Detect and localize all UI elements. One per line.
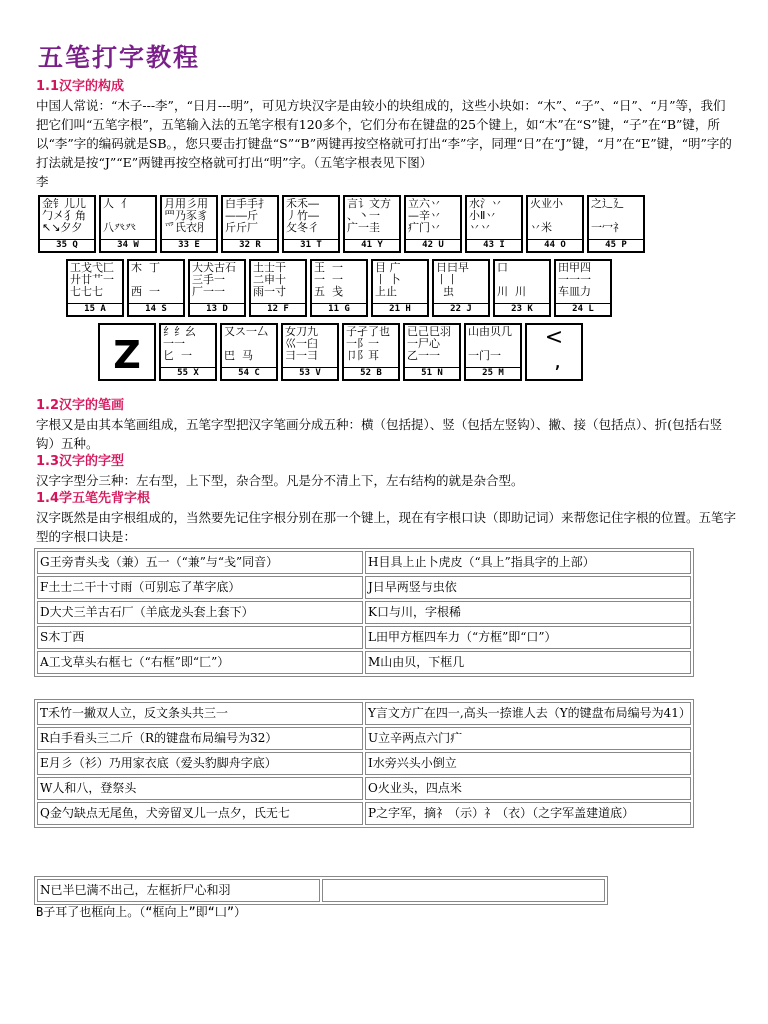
keyboard-key: [465, 195, 523, 253]
table-row: [37, 551, 691, 574]
keyboard-key: [371, 259, 429, 317]
table-cell: Y言文方广在四一,高头一捺谁人去（Y的键盘布局编号为41）: [365, 702, 691, 725]
key-code: 25 M: [466, 367, 520, 379]
key-code: 42 U: [406, 239, 460, 251]
key-radicals: 已己巳羽 一尸心 乙一一: [407, 326, 451, 362]
page-title: 五笔打字教程: [38, 43, 201, 72]
key-radicals: 日曰早 丨丨 虫: [436, 262, 469, 298]
key-code: 44 O: [528, 239, 582, 251]
table-row: [37, 802, 691, 825]
key-code: 34 W: [101, 239, 155, 251]
key-radicals: 田甲四 一一一 车皿力: [558, 262, 591, 298]
section-body-1-3: 汉字字型分三种：左右型，上下型，杂合型。凡是分不清上下，左右结构的就是杂合型。: [36, 473, 524, 488]
keyboard-key: [493, 259, 551, 317]
keyboard-key: [127, 259, 185, 317]
key-code: 41 Y: [345, 239, 399, 251]
keyboard-row-1: [38, 195, 645, 253]
keyboard-key: [342, 323, 400, 381]
key-radicals: 言讠文方 、丶一 广一圭: [347, 198, 391, 234]
keyboard-key: [525, 323, 583, 381]
table-cell: O火业头，四点米: [365, 777, 691, 800]
table-cell: D大犬三羊古石厂（羊底龙头套上套下）: [37, 601, 363, 624]
keyboard-key: [160, 195, 218, 253]
keyboard-key: [464, 323, 522, 381]
table-row: [37, 702, 691, 725]
table-cell: [322, 879, 605, 902]
table-row: [37, 626, 691, 649]
table-cell: M山由贝，下框几: [365, 651, 691, 674]
keyboard-key: [587, 195, 645, 253]
key-code: 13 D: [190, 303, 244, 315]
section-body-1-1: 中国人常说：“木子---李”，“日月---明”，可见方块汉字是由较小的块组成的，这些小块如：“木”、“子”、“日”、“月”等，我们把它们叫“五笔字根”，五笔输入法的五笔字根有120多个，它们分布在键盘的25个键上，如“木”在“S”键，“子”在“B”键，所以“李”字的编码就是SB。，您只要击打键盘“S”“B”两键再按空格就可打出“李”字，同理“日”在“J”键，“月”在“E”键，“明”字的打法就是按“J”“E”两键再按空格就可打出“明”字。（五笔字根表见下图）: [36, 98, 732, 170]
keyboard-key: [38, 195, 96, 253]
table-cell: I水旁兴头小倒立: [365, 752, 691, 775]
table-cell: L田甲方框四车力（“方框”即“口”）: [365, 626, 691, 649]
table-cell: F土士二干十寸雨（可别忘了革字底）: [37, 576, 363, 599]
key-radicals: 金钅儿儿 勹㐅犭角 ↖↘夕夕: [42, 198, 86, 234]
key-code: 14 S: [129, 303, 183, 315]
key-code: 55 X: [161, 367, 215, 379]
key-code: 22 J: [434, 303, 488, 315]
trailing-mnemonic-line: B子耳了也框向上。（“框向上”即“凵”）: [36, 905, 247, 919]
key-radicals: 立六丷 —辛丷 疒门丷: [408, 198, 441, 234]
document-page: [36, 38, 736, 919]
section-heading-1-3: 1.3汉字的字型: [36, 454, 125, 469]
key-code: 21 H: [373, 303, 427, 315]
table-cell: K口与川，字根稀: [365, 601, 691, 624]
key-code: 32 R: [223, 239, 277, 251]
keyboard-key: [343, 195, 401, 253]
mnemonic-table-1: [34, 548, 694, 677]
table-cell: A工戈草头右框七（“右框”即“匚”）: [37, 651, 363, 674]
table-row: [37, 752, 691, 775]
section-heading-1-1: 1.1汉字的构成: [36, 79, 125, 94]
key-radicals: 禾禾― 丿竹― 攵冬彳: [286, 198, 319, 234]
table-cell: H目具上止卜虎皮（“具上”指具字的上部）: [365, 551, 691, 574]
keyboard-key: [98, 323, 156, 381]
mnemonic-table-3: [34, 876, 608, 905]
section-heading-1-2: 1.2汉字的笔画: [36, 398, 125, 413]
key-code: 15 A: [68, 303, 122, 315]
key-code: 11 G: [312, 303, 366, 315]
section-body-1-4: 汉字既然是由字根组成的，当然要先记住字根分别在那一个键上，现在有字根口诀（即助记词）来帮您记住字根的位置。五笔字型的字根口诀是：: [36, 510, 737, 544]
key-radicals: 白手手扌 —―斤 斤斤厂: [225, 198, 269, 234]
key-radicals: 子孑了也 一阝一 卩阝耳: [346, 326, 390, 362]
keyboard-key: [282, 195, 340, 253]
key-radicals: < ,: [544, 326, 564, 370]
keyboard-key: [159, 323, 217, 381]
key-code: 33 E: [162, 239, 216, 251]
table-row: [37, 576, 691, 599]
table-cell: Q金勺缺点无尾鱼，犬旁留叉儿一点夕，氏无七: [37, 802, 363, 825]
keyboard-key: [281, 323, 339, 381]
section-heading-1-4: 1.4学五笔先背字根: [36, 491, 151, 506]
keyboard-key: [404, 195, 462, 253]
key-radicals: 木 丁 西 一: [131, 262, 160, 298]
key-code: 52 B: [344, 367, 398, 379]
key-radicals: 又ス一厶 巴 马: [224, 326, 268, 362]
key-radicals: 之辶廴 一冖礻: [591, 198, 624, 234]
key-radicals: 土士干 二申十 雨一寸: [253, 262, 286, 298]
table-row: [37, 601, 691, 624]
table-cell: J日早两竖与虫依: [365, 576, 691, 599]
key-code: 43 I: [467, 239, 521, 251]
table-cell: N已半巳满不出己，左框折尸心和羽: [37, 879, 320, 902]
table-row: [37, 777, 691, 800]
keyboard-key: [99, 195, 157, 253]
section-trailing-char: 李: [36, 174, 49, 189]
key-code: 23 K: [495, 303, 549, 315]
key-radicals: 工戈弋匚 廾廿艹一 七七七: [70, 262, 114, 298]
section-body-1-2: 字根又是由其本笔画组成，五笔字型把汉字笔画分成五种：横（包括提）、竖（包括左竖钩）、撇、接（包括点）、折(包括右竖钩）五种。: [36, 417, 723, 451]
key-code: 24 L: [556, 303, 610, 315]
table-cell: G王旁青头戋（兼）五一（“兼”与“戋”同音）: [37, 551, 363, 574]
key-radicals: 纟纟幺 一一 匕 一: [163, 326, 196, 362]
key-radicals: 火业小 丷米: [530, 198, 563, 234]
key-radicals: 水氵丷 小Ⅱ丷 丷丷: [469, 198, 502, 234]
key-code: 51 N: [405, 367, 459, 379]
key-radicals: 目 广 丨 卜 上止: [375, 262, 401, 298]
mnemonic-table-2: [34, 699, 694, 828]
key-radicals: 月用彡用 罒乃豕豸 爫氏衣⺼: [164, 198, 208, 234]
table-cell: T禾竹一撇双人立，反文条头共三一: [37, 702, 363, 725]
key-radicals: 山由贝几 一门一: [468, 326, 512, 362]
keyboard-key: [188, 259, 246, 317]
table-cell: E月彡（衫）乃用家衣底（爱头豹脚舟字底）: [37, 752, 363, 775]
key-radicals: 女刀九 巛一臼 彐一彐: [285, 326, 318, 362]
key-radicals: 王 一 一 一 五 戋: [314, 262, 343, 298]
table-row: [37, 879, 605, 902]
keyboard-row-2: [66, 259, 612, 317]
key-radicals: 口 川 川: [497, 262, 526, 298]
table-row: [37, 727, 691, 750]
table-row: [37, 651, 691, 674]
key-code: 31 T: [284, 239, 338, 251]
keyboard-key: [432, 259, 490, 317]
key-code: 53 V: [283, 367, 337, 379]
keyboard-row-3: [98, 323, 583, 381]
keyboard-key: [66, 259, 124, 317]
keyboard-key: [526, 195, 584, 253]
keyboard-key: [310, 259, 368, 317]
key-code: 54 C: [222, 367, 276, 379]
key-letter-z: Z: [113, 333, 141, 377]
keyboard-key: [221, 195, 279, 253]
key-code: 35 Q: [40, 239, 94, 251]
table-cell: U立辛两点六门疒: [365, 727, 691, 750]
table-cell: R白手看头三二斤（R的键盘布局编号为32）: [37, 727, 363, 750]
key-radicals: 人 亻 八癶癶: [103, 198, 136, 234]
keyboard-key: [403, 323, 461, 381]
table-cell: P之字军，摘礻（示）礻（衣）（之字军盖建道底）: [365, 802, 691, 825]
wubi-keyboard-diagram: [36, 195, 736, 391]
table-cell: S木丁西: [37, 626, 363, 649]
table-cell: W人和八，登祭头: [37, 777, 363, 800]
key-code: 12 F: [251, 303, 305, 315]
key-radicals: 大犬古石 三手一 厂一一: [192, 262, 236, 298]
keyboard-key: [249, 259, 307, 317]
key-code: 45 P: [589, 239, 643, 251]
keyboard-key: [220, 323, 278, 381]
keyboard-key: [554, 259, 612, 317]
